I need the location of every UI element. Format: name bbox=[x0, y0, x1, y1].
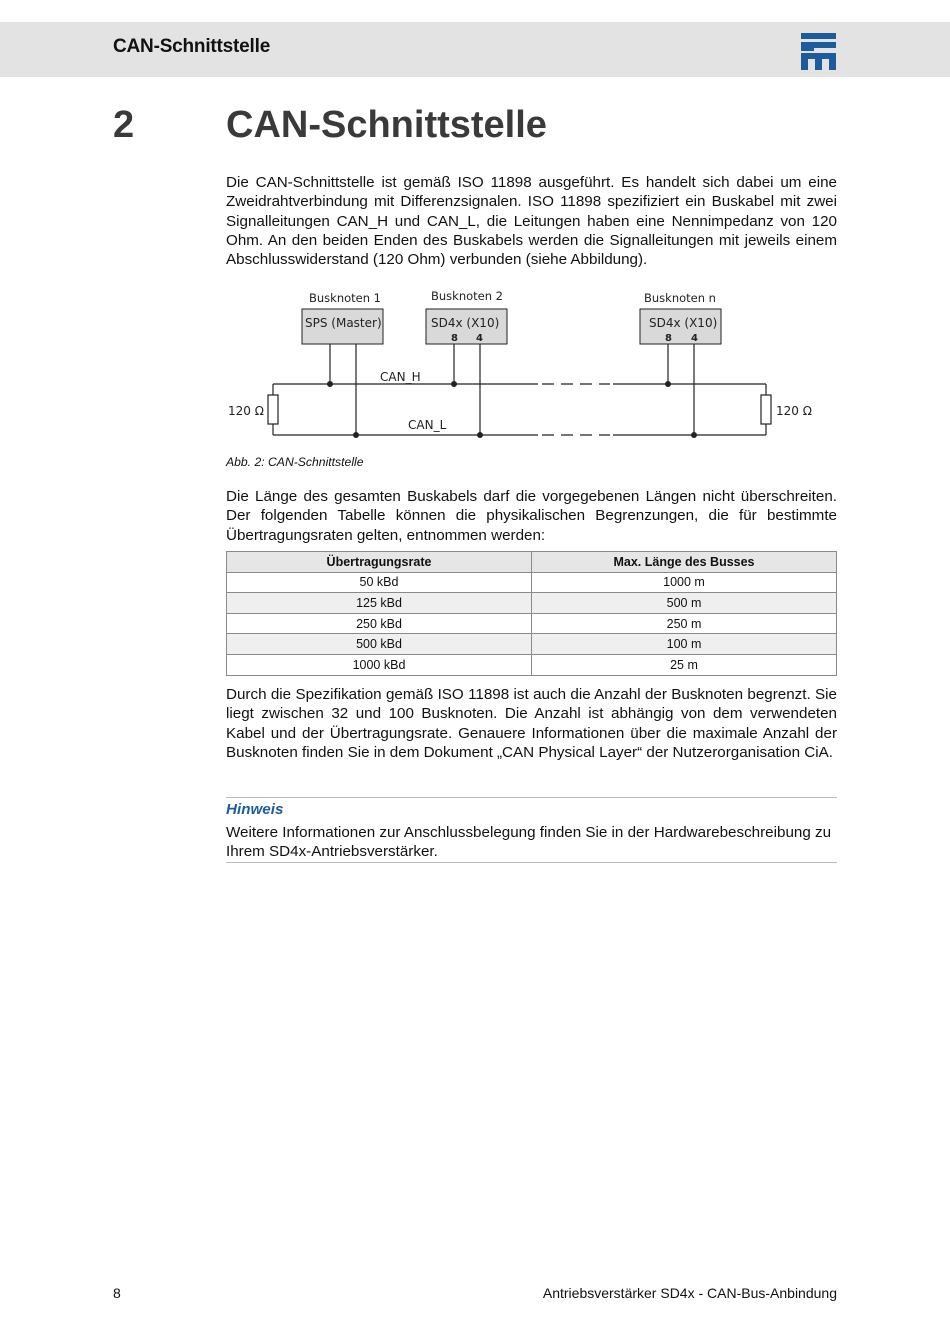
node2-pin-l: 4 bbox=[476, 333, 483, 344]
table-row bbox=[227, 572, 837, 593]
can-l-label: CAN_L bbox=[408, 418, 447, 432]
intro-paragraph: Die CAN-Schnittstelle ist gemäß ISO 11898 ausgeführt. Es handelt sich dabei um eine Zweidrahtverbindung mit Differenzsignalen. ISO 11898 spezifiziert ein Buskabel mit zwei Signalleitungen CAN_H und CAN_L, die Leitungen haben eine Nennimpedanz von 120 Ohm. An den beiden Enden des Buskabels werden die Signalleitungen mit jeweils einem Abschlusswiderstand (120 Ohm) verbunden (siehe Abbildung). bbox=[226, 174, 837, 269]
node1-label: Busknoten 1 bbox=[309, 291, 381, 305]
chapter-number: 2 bbox=[113, 104, 135, 146]
cell-rate: 1000 kBd bbox=[227, 654, 532, 675]
cell-length: 1000 m bbox=[532, 572, 837, 593]
resistor-left-label: 120 Ω bbox=[228, 404, 264, 418]
cell-rate: 125 kBd bbox=[227, 593, 532, 614]
noden-box-label: SD4x (X10) bbox=[649, 316, 718, 330]
node2-label: Busknoten 2 bbox=[431, 289, 503, 303]
node2-pin-h: 8 bbox=[451, 333, 458, 344]
resistor-right bbox=[761, 395, 771, 424]
rates-table bbox=[226, 551, 837, 676]
hint-title: Hinweis bbox=[226, 801, 284, 818]
resistor-left bbox=[268, 395, 278, 424]
figure-caption: Abb. 2: CAN-Schnittstelle bbox=[226, 455, 364, 469]
cell-length: 500 m bbox=[532, 593, 837, 614]
cell-length: 250 m bbox=[532, 613, 837, 634]
cell-length: 25 m bbox=[532, 654, 837, 675]
table-row bbox=[227, 654, 837, 675]
can-bus-diagram bbox=[220, 283, 820, 443]
length-paragraph: Die Länge des gesamten Buskabels darf die vorgegebenen Längen nicht überschreiten. Der folgenden Tabelle können die physikalischen Begrenzungen, die für bestimmte Übertragungsraten gelten, entnommen werden: bbox=[226, 488, 837, 544]
hint-divider-bottom bbox=[226, 862, 837, 863]
cell-rate: 500 kBd bbox=[227, 634, 532, 655]
hint-divider-top bbox=[226, 797, 837, 798]
cell-rate: 250 kBd bbox=[227, 613, 532, 634]
header-title: CAN-Schnittstelle bbox=[113, 36, 271, 57]
cell-length: 100 m bbox=[532, 634, 837, 655]
table-row bbox=[227, 613, 837, 634]
chapter-title: CAN-Schnittstelle bbox=[226, 104, 547, 146]
company-logo-icon bbox=[801, 33, 836, 70]
resistor-right-label: 120 Ω bbox=[776, 404, 812, 418]
node2-box-label: SD4x (X10) bbox=[431, 316, 500, 330]
hint-text: Weitere Informationen zur Anschlussbelegung finden Sie in der Hardwarebeschreibung zu Ihrem SD4x-Antriebsverstärker. bbox=[226, 824, 832, 861]
page-number: 8 bbox=[113, 1285, 121, 1301]
noden-pin-h: 8 bbox=[665, 333, 672, 344]
header-length: Max. Länge des Busses bbox=[532, 552, 837, 573]
node1-box-label: SPS (Master) bbox=[305, 316, 382, 330]
footer-text: Antriebsverstärker SD4x - CAN-Bus-Anbindung bbox=[542, 1285, 837, 1301]
can-h-label: CAN_H bbox=[380, 370, 421, 384]
noden-label: Busknoten n bbox=[644, 291, 716, 305]
nodes-paragraph: Durch die Spezifikation gemäß ISO 11898 ist auch die Anzahl der Busknoten begrenzt. Sie liegt zwischen 32 und 100 Busknoten. Die Anzahl ist abhängig von dem verwendeten Kabel und der Übertragungsrate. Genauere Informationen über die maximale Anzahl der Busknoten finden Sie in dem Dokument „CAN Physical Layer“ der Nutzerorganisation CiA. bbox=[226, 686, 837, 761]
table-row bbox=[227, 634, 837, 655]
cell-rate: 50 kBd bbox=[227, 572, 532, 593]
noden-pin-l: 4 bbox=[691, 333, 698, 344]
header-rate: Übertragungsrate bbox=[227, 552, 532, 573]
table-header-row bbox=[227, 552, 837, 573]
table-row bbox=[227, 593, 837, 614]
